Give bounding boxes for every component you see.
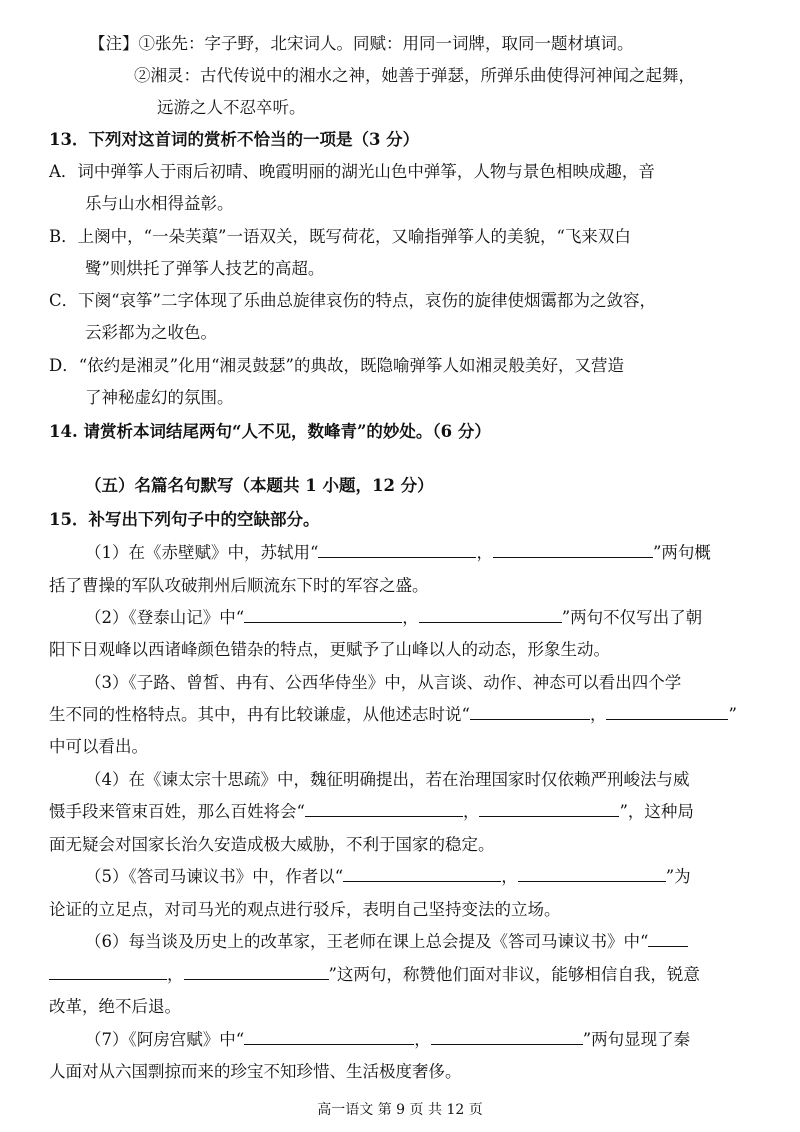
q15-item-7-lead: （7）《阿房宫赋》中“ xyxy=(85,1030,245,1049)
q13-stem: 13．下列对这首词的赏析不恰当的一项是（3 分） xyxy=(49,130,420,149)
q15-item-1-lead: （1）在《赤壁赋》中，苏轼用“ xyxy=(85,543,319,562)
q15-item-3-line-1: （3）《子路、曾皙、冉有、公西华侍坐》中，从言谈、动作、神态可以看出四个学 xyxy=(85,673,682,692)
q15-stem: 15．补写出下列句子中的空缺部分。 xyxy=(49,510,320,529)
note-1: 【注】①张先：字子野，北宋词人。同赋：用同一词牌，取同一题材填词。 xyxy=(89,34,634,53)
q15-item-3-line-2 xyxy=(49,704,737,726)
q15-item-4-line-3: 面无疑会对国家长治久安造成极大威胁，不利于国家的稳定。 xyxy=(49,835,495,854)
q13-option-c-line-1: C．下阕“哀筝”二字体现了乐曲总旋律哀伤的特点，哀伤的旋律使烟霭都为之敛容， xyxy=(49,291,656,310)
q15-item-7-comma: ， xyxy=(414,1030,431,1049)
q13-option-d-line-2: 了神秘虚幻的氛围。 xyxy=(85,388,234,407)
q15-item-1-blank-2[interactable] xyxy=(493,542,653,558)
q15-item-4-line-1: （4）在《谏太宗十思疏》中，魏征明确提出，若在治理国家时仅依赖严刑峻法与威 xyxy=(85,770,690,789)
q13-option-d-line-1: D．“依约是湘灵”化用“湘灵鼓瑟”的典故，既隐喻弹筝人如湘灵般美好，又营造 xyxy=(49,356,624,375)
q15-item-2-line-2: 阳下日观峰以西诸峰颜色错杂的特点，更赋予了山峰以人的动态，形象生动。 xyxy=(49,640,610,659)
q15-item-1-line-2: 括了曹操的军队攻破荆州后顺流东下时的军容之盛。 xyxy=(49,576,429,595)
q15-item-6-blank-2[interactable] xyxy=(184,964,329,980)
q15-item-6-line-3: 改革，绝不后退。 xyxy=(49,997,181,1016)
q15-item-4-lead: 慑手段来管束百姓，那么百姓将会“ xyxy=(49,802,305,821)
q15-item-2-lead: （2）《登泰山记》中“ xyxy=(85,608,245,627)
q15-item-6-line-1 xyxy=(85,931,688,953)
section-5-heading: （五）名篇名句默写（本题共 1 小题，12 分） xyxy=(85,476,434,495)
q15-item-3-comma: ， xyxy=(589,705,607,724)
q15-item-4-tail: ”，这种局 xyxy=(619,802,694,821)
q15-item-5-comma: ， xyxy=(501,867,518,886)
q15-item-5-blank-1[interactable] xyxy=(343,866,501,882)
q15-item-2-blank-2[interactable] xyxy=(419,607,562,623)
q15-item-5-lead: （5）《答司马谏议书》中，作者以“ xyxy=(85,867,344,886)
q13-option-c-line-2: 云彩都为之收色。 xyxy=(85,323,217,342)
q15-item-4-blank-1[interactable] xyxy=(305,801,463,817)
note-2-line-2: 远游之人不忍卒听。 xyxy=(157,98,306,117)
q15-item-6-lead: （6）每当谈及历史上的改革家，王老师在课上总会提及《答司马谏议书》中“ xyxy=(85,932,649,951)
q15-item-7-line-2: 人面对从六国剽掠而来的珍宝不知珍惜、生活极度奢侈。 xyxy=(49,1062,462,1081)
q15-item-1-comma: ， xyxy=(476,543,493,562)
q15-item-7-blank-2[interactable] xyxy=(431,1029,583,1045)
q15-item-1-blank-1[interactable] xyxy=(318,542,476,558)
q15-item-5-line-1 xyxy=(85,866,691,888)
q15-item-6-comma: ， xyxy=(167,965,184,984)
q15-item-3-close-quote: ” xyxy=(728,705,737,724)
q15-item-6-tail: ”这两句，称赞他们面对非议，能够相信自我，锐意 xyxy=(328,965,700,984)
q15-item-2-line-1 xyxy=(85,607,702,629)
q13-option-a-line-2: 乐与山水相得益彰。 xyxy=(85,194,234,213)
q15-item-5-tail: ”为 xyxy=(665,867,691,886)
q15-item-6-blank-1-end[interactable] xyxy=(49,964,167,980)
q13-option-b-line-2: 鹭”则烘托了弹筝人技艺的高超。 xyxy=(85,259,325,278)
q15-item-5-blank-2[interactable] xyxy=(518,866,666,882)
page-footer: 高一语文 第 9 页 共 12 页 xyxy=(317,1102,483,1118)
q13-option-b-line-1: B．上阕中，“一朵芙蕖”一语双关，既写荷花，又喻指弹筝人的美貌，“飞来双白 xyxy=(49,227,631,246)
q15-item-7-blank-1[interactable] xyxy=(244,1029,414,1045)
q15-item-6-blank-1-start[interactable] xyxy=(648,931,688,947)
note-2-line-1: ②湘灵：古代传说中的湘水之神，她善于弹瑟，所弹乐曲使得河神闻之起舞， xyxy=(134,66,695,85)
q15-item-3-blank-1[interactable] xyxy=(470,704,590,720)
q15-item-6-line-2 xyxy=(49,964,700,986)
q15-item-3-blank-2[interactable] xyxy=(606,704,728,720)
q15-item-4-comma: ， xyxy=(462,802,480,821)
q15-item-7-tail: ”两句显现了秦 xyxy=(582,1030,691,1049)
q15-item-1-line-1 xyxy=(85,542,711,564)
q15-item-4-blank-2[interactable] xyxy=(479,801,619,817)
q15-item-4-line-2 xyxy=(49,801,694,823)
q15-item-3-lead: 生不同的性格特点。其中，冉有比较谦虚，从他述志时说“ xyxy=(49,705,470,724)
q14-stem: 14. 请赏析本词结尾两句“人不见，数峰青”的妙处。（6 分） xyxy=(49,422,491,441)
q15-item-5-line-2: 论证的立足点，对司马光的观点进行驳斥，表明自己坚持变法的立场。 xyxy=(49,900,561,919)
q13-option-a-line-1: A．词中弹筝人于雨后初晴、晚霞明丽的湖光山色中弹筝，人物与景色相映成趣，音 xyxy=(49,162,655,181)
q15-item-2-blank-1[interactable] xyxy=(244,607,402,623)
q15-item-2-comma: ， xyxy=(402,608,419,627)
q15-item-1-tail: ”两句概 xyxy=(652,543,711,562)
q15-item-7-line-1 xyxy=(85,1029,690,1051)
q15-item-3-line-3: 中可以看出。 xyxy=(49,737,148,756)
q15-item-2-tail: ”两句不仅写出了朝 xyxy=(561,608,703,627)
